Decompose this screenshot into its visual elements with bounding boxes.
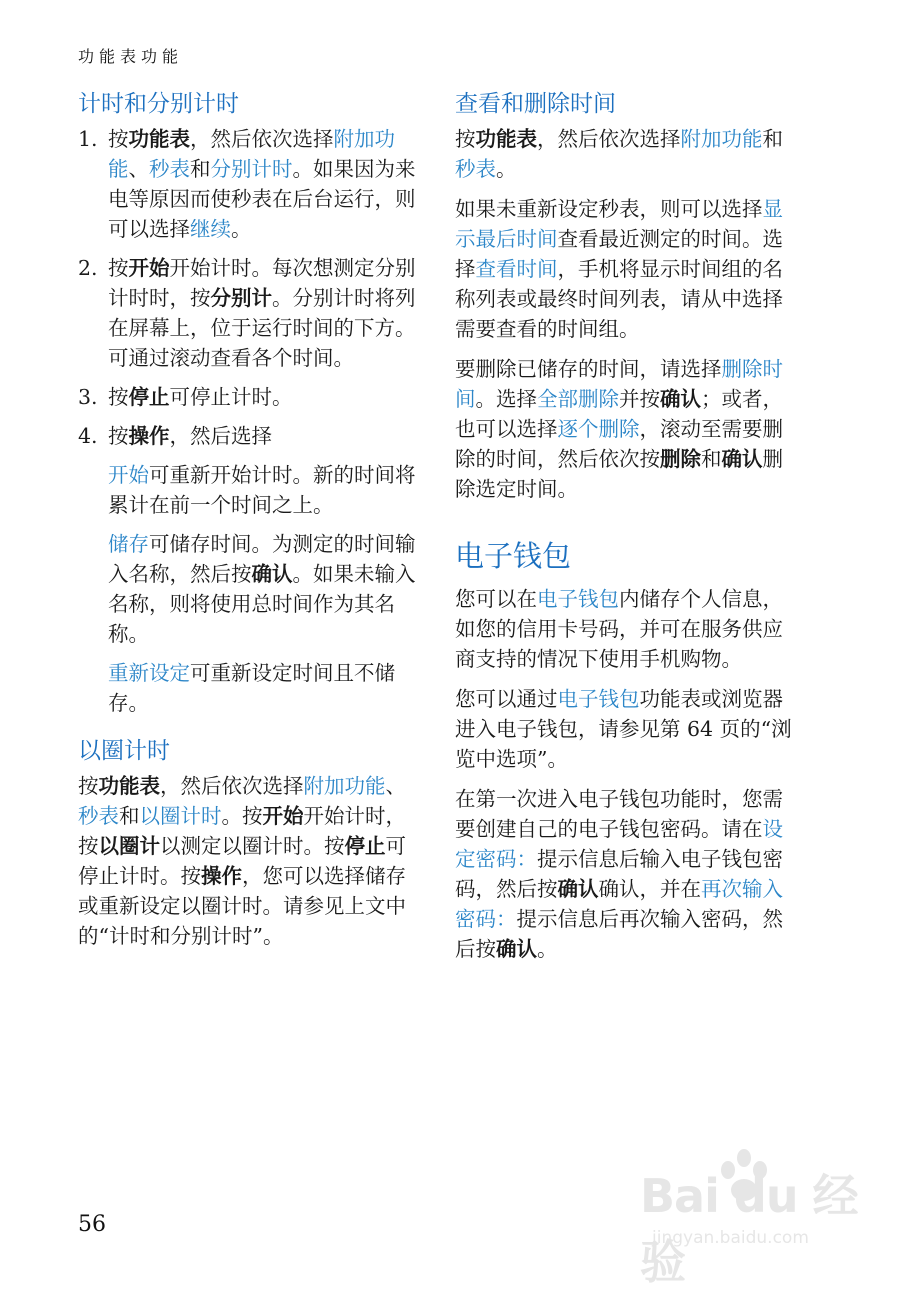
left-column: [78, 86, 418, 961]
view-delete-paragraph-1: 按功能表，然后依次选择附加功能和秒表。: [455, 127, 783, 181]
step-number: 2.: [78, 256, 98, 280]
list-item: [78, 124, 418, 244]
step-number: 4.: [78, 424, 98, 448]
running-header: 功能表功能: [78, 47, 184, 66]
step-text: 按功能表，然后依次选择附加功能、秒表和分别计时。如果因为来电等原因而使秒表在后台运行，则可以选择继续。: [108, 127, 416, 241]
page-number: 56: [78, 1212, 106, 1237]
list-item: [78, 253, 418, 373]
section-title-split-timing: 计时和分别计时: [78, 91, 239, 117]
list-item: [78, 421, 418, 451]
step-number: 3.: [78, 385, 98, 409]
section-title-lap-timing: 以圈计时: [78, 738, 170, 764]
lap-timing-paragraph: 按功能表，然后依次选择附加功能、秒表和以圈计时。按开始开始计时，按以圈计以测定以圈计时。按停止可停止计时。按操作，您可以选择储存或重新设定以圈计时。请参见上文中的“计时和分别计时”。: [78, 774, 406, 948]
step-text: 按停止可停止计时。: [108, 385, 293, 409]
list-item: [78, 382, 418, 412]
watermark-brand: Bai du 经验: [640, 1169, 858, 1289]
view-delete-paragraph-2: 如果未重新设定秒表，则可以选择显示最后时间查看最近测定的时间。选择查看时间，手机将显示时间组的名称列表或最终时间列表，请从中选择需要查看的时间组。: [455, 197, 783, 341]
option-reset: 重新设定可重新设定时间且不储存。: [108, 661, 395, 715]
step-text: 按开始开始计时。每次想测定分别计时时，按分别计。分别计时将列在屏幕上，位于运行时间的下方。可通过滚动查看各个时间。: [108, 256, 416, 370]
step-text: 按操作，然后选择: [108, 424, 272, 448]
option-save: 储存可储存时间。为测定的时间输入名称，然后按确认。如果未输入名称，则将使用总时间作为其名称。: [108, 532, 416, 646]
option-start: 开始可重新开始计时。新的时间将累计在前一个时间之上。: [108, 463, 416, 517]
right-column: [455, 86, 795, 974]
watermark-site: jingyan.baidu.com: [652, 1228, 809, 1248]
section-title-wallet: 电子钱包: [455, 539, 572, 573]
view-delete-paragraph-3: 要删除已储存的时间，请选择删除时间。选择全部删除并按确认；或者，也可以选择逐个删除，滚动至需要删除的时间，然后依次按删除和确认删除选定时间。: [455, 357, 783, 501]
wallet-paragraph-2: 您可以通过电子钱包功能表或浏览器进入电子钱包，请参见第 64 页的“浏览中选项”。: [455, 687, 792, 771]
wallet-paragraph-3: 在第一次进入电子钱包功能时，您需要创建自己的电子钱包密码。请在设定密码：提示信息后输入电子钱包密码，然后按确认确认，并在再次输入密码：提示信息后再次输入密码，然后按确认。: [455, 787, 783, 961]
step-number: 1.: [78, 127, 98, 151]
steps-list: [78, 124, 418, 718]
wallet-paragraph-1: 您可以在电子钱包内储存个人信息，如您的信用卡号码，并可在服务供应商支持的情况下使用手机购物。: [455, 587, 783, 671]
section-title-view-delete: 查看和删除时间: [455, 91, 616, 117]
watermark-logo: [640, 1150, 890, 1289]
